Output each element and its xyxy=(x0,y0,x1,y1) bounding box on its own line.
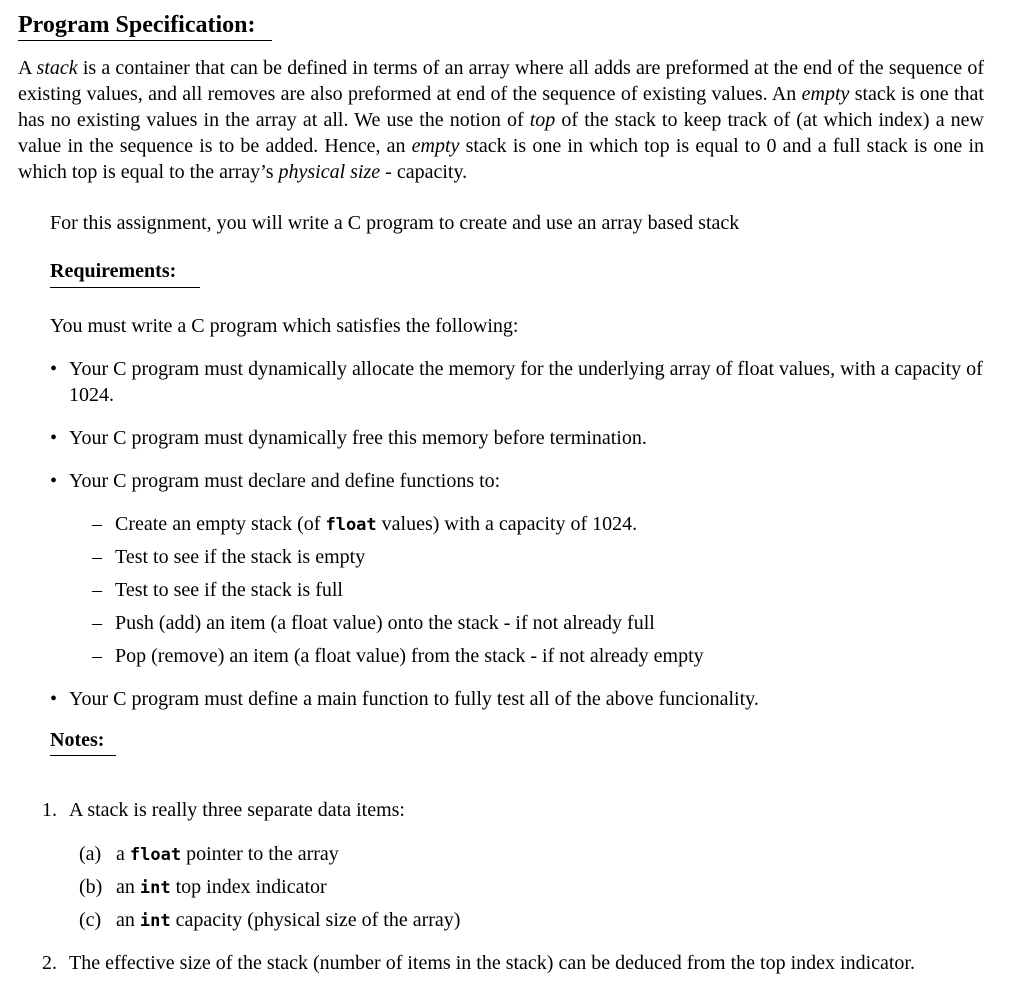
sub-item-text: Test to see if the stack is full xyxy=(115,579,343,601)
dash-icon: – xyxy=(92,579,102,601)
code-float: float xyxy=(325,515,377,535)
bullet-icon: • xyxy=(50,427,58,449)
item-label: (a) xyxy=(79,843,102,865)
bullet-text: Your C program must dynamically allocate the memory for the underlying array of float values, with a capacity of 1024. xyxy=(69,358,983,406)
bullet-icon: • xyxy=(50,688,58,710)
note-text: A stack is really three separate data items: xyxy=(69,799,405,821)
bullet-icon: • xyxy=(50,470,58,492)
dash-icon: – xyxy=(92,513,102,535)
code-float: float xyxy=(129,845,182,865)
sub-item-text: Test to see if the stack is empty xyxy=(115,546,366,568)
item-label: (b) xyxy=(79,876,103,898)
item-text: a float pointer to the array xyxy=(116,843,339,865)
sub-item-text: Pop (remove) an item (a float value) from the stack - if not already empty xyxy=(115,645,704,667)
assignment-sentence: For this assignment, you will write a C program to create and use an array based stack xyxy=(50,212,740,234)
note-number: 2. xyxy=(42,952,57,974)
dash-icon: – xyxy=(92,546,102,568)
item-text: an int top index indicator xyxy=(116,876,327,898)
note-text: The effective size of the stack (number of items in the stack) can be deduced from the top index indicator. xyxy=(69,952,915,974)
item-label: (c) xyxy=(79,909,102,931)
bullet-icon: • xyxy=(50,358,58,380)
notes-underline xyxy=(50,755,116,756)
code-int: int xyxy=(139,878,171,898)
notes-heading: Notes: xyxy=(50,729,105,751)
bullet-text: Your C program must dynamically free this memory before termination. xyxy=(69,427,647,449)
sub-item-text: Push (add) an item (a float value) onto the stack - if not already full xyxy=(115,612,655,634)
section-title: Program Specification: xyxy=(18,12,256,38)
sub-item-text: Create an empty stack (of float values) with a capacity of 1024. xyxy=(115,513,638,535)
title-underline xyxy=(18,40,272,41)
dash-icon: – xyxy=(92,612,102,634)
item-text: an int capacity (physical size of the array) xyxy=(116,909,461,931)
requirements-intro: You must write a C program which satisfies the following: xyxy=(50,315,519,337)
bullet-text: Your C program must define a main function to fully test all of the above funcionality. xyxy=(69,688,759,710)
dash-icon: – xyxy=(92,645,102,667)
note-number: 1. xyxy=(42,799,57,821)
code-int: int xyxy=(139,911,171,931)
requirements-heading: Requirements: xyxy=(50,260,177,282)
bullet-text: Your C program must declare and define functions to: xyxy=(69,470,501,492)
requirements-underline xyxy=(50,287,200,288)
spec-paragraph: A stack is a container that can be defined in terms of an array where all adds are preformed at the end of the sequence of existing values, and all removes are also preformed at end of the sequence of existing values. An empty stack is one that has no existing values in the array at all. We use the notion of top of the stack to keep track of (at which index) a new value in the sequence is to be added. Hence, an empty stack is one in which top is equal to 0 and a full stack is one in which top is equal to the array’s physical size - capacity. xyxy=(18,57,985,183)
